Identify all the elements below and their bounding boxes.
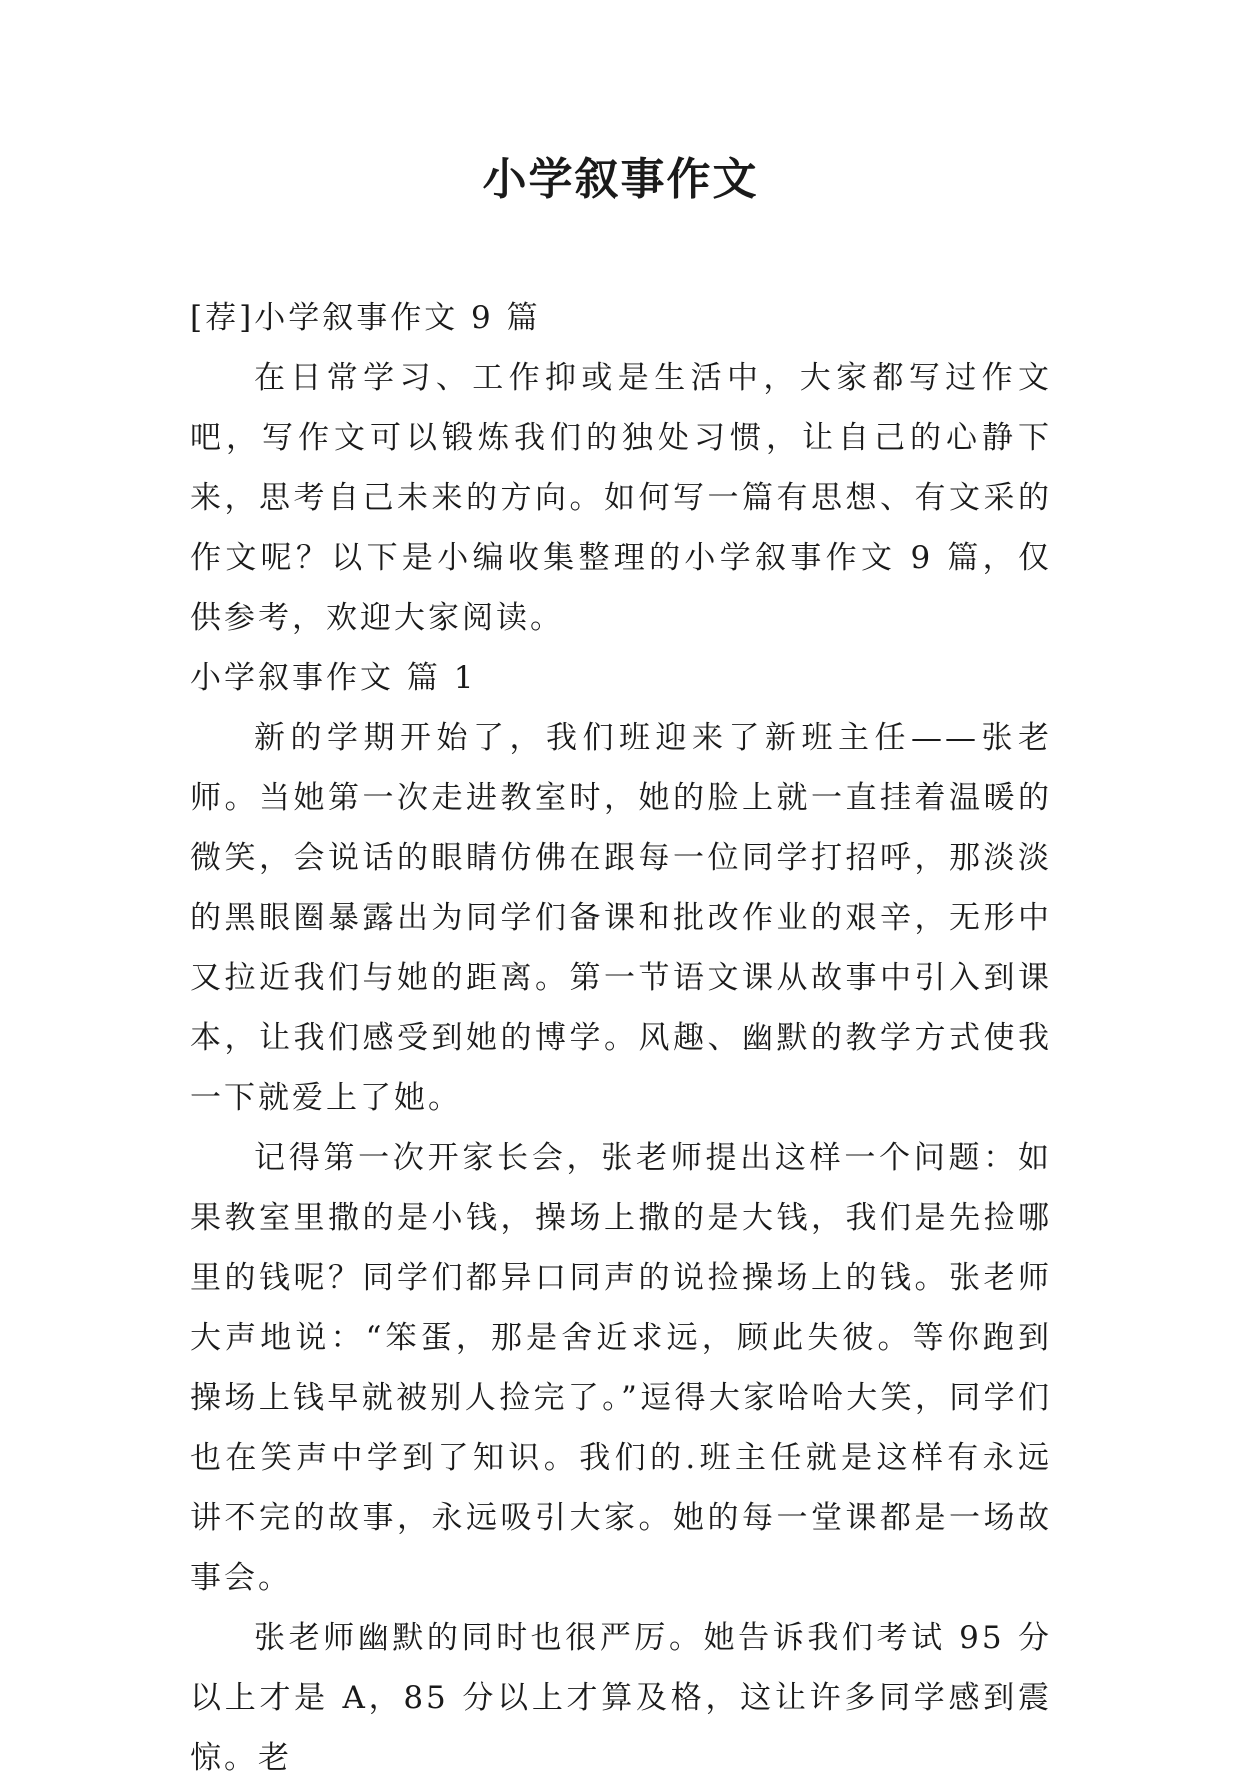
section-heading: 小学叙事作文 篇 1 <box>190 660 477 696</box>
document-subtitle: [荐]小学叙事作文 9 篇 <box>190 300 541 336</box>
document-title: 小学叙事作文 <box>482 154 759 205</box>
body-paragraph: 张老师幽默的同时也很严厉。她告诉我们考试 95 分以上才是 A，85 分以上才算及格，这让许多同学感到震惊。老 <box>190 1620 1052 1776</box>
body-paragraph: 记得第一次开家长会，张老师提出这样一个问题：如果教室里撒的是小钱，操场上撒的是大钱，我们是先捡哪里的钱呢？同学们都异口同声的说捡操场上的钱。张老师大声地说：“笨蛋，那是舍近求远，顾此失彼。等你跑到操场上钱早就被别人捡完了。”逗得大家哈哈大笑，同学们也在笑声中学到了知识。我们的.班主任就是这样有永远讲不完的故事，永远吸引大家。她的每一堂课都是一场故事会。 <box>190 1140 1052 1596</box>
document-body <box>190 288 1052 1788</box>
intro-paragraph: 在日常学习、工作抑或是生活中，大家都写过作文吧，写作文可以锻炼我们的独处习惯，让自己的心静下来，思考自己未来的方向。如何写一篇有思想、有文采的作文呢？以下是小编收集整理的小学叙事作文 9 篇，仅供参考，欢迎大家阅读。 <box>190 360 1052 636</box>
body-paragraph: 新的学期开始了，我们班迎来了新班主任——张老师。当她第一次走进教室时，她的脸上就一直挂着温暖的微笑，会说话的眼睛仿佛在跟每一位同学打招呼，那淡淡的黑眼圈暴露出为同学们备课和批改作业的艰辛，无形中又拉近我们与她的距离。第一节语文课从故事中引入到课本，让我们感受到她的博学。风趣、幽默的教学方式使我一下就爱上了她。 <box>190 720 1052 1116</box>
